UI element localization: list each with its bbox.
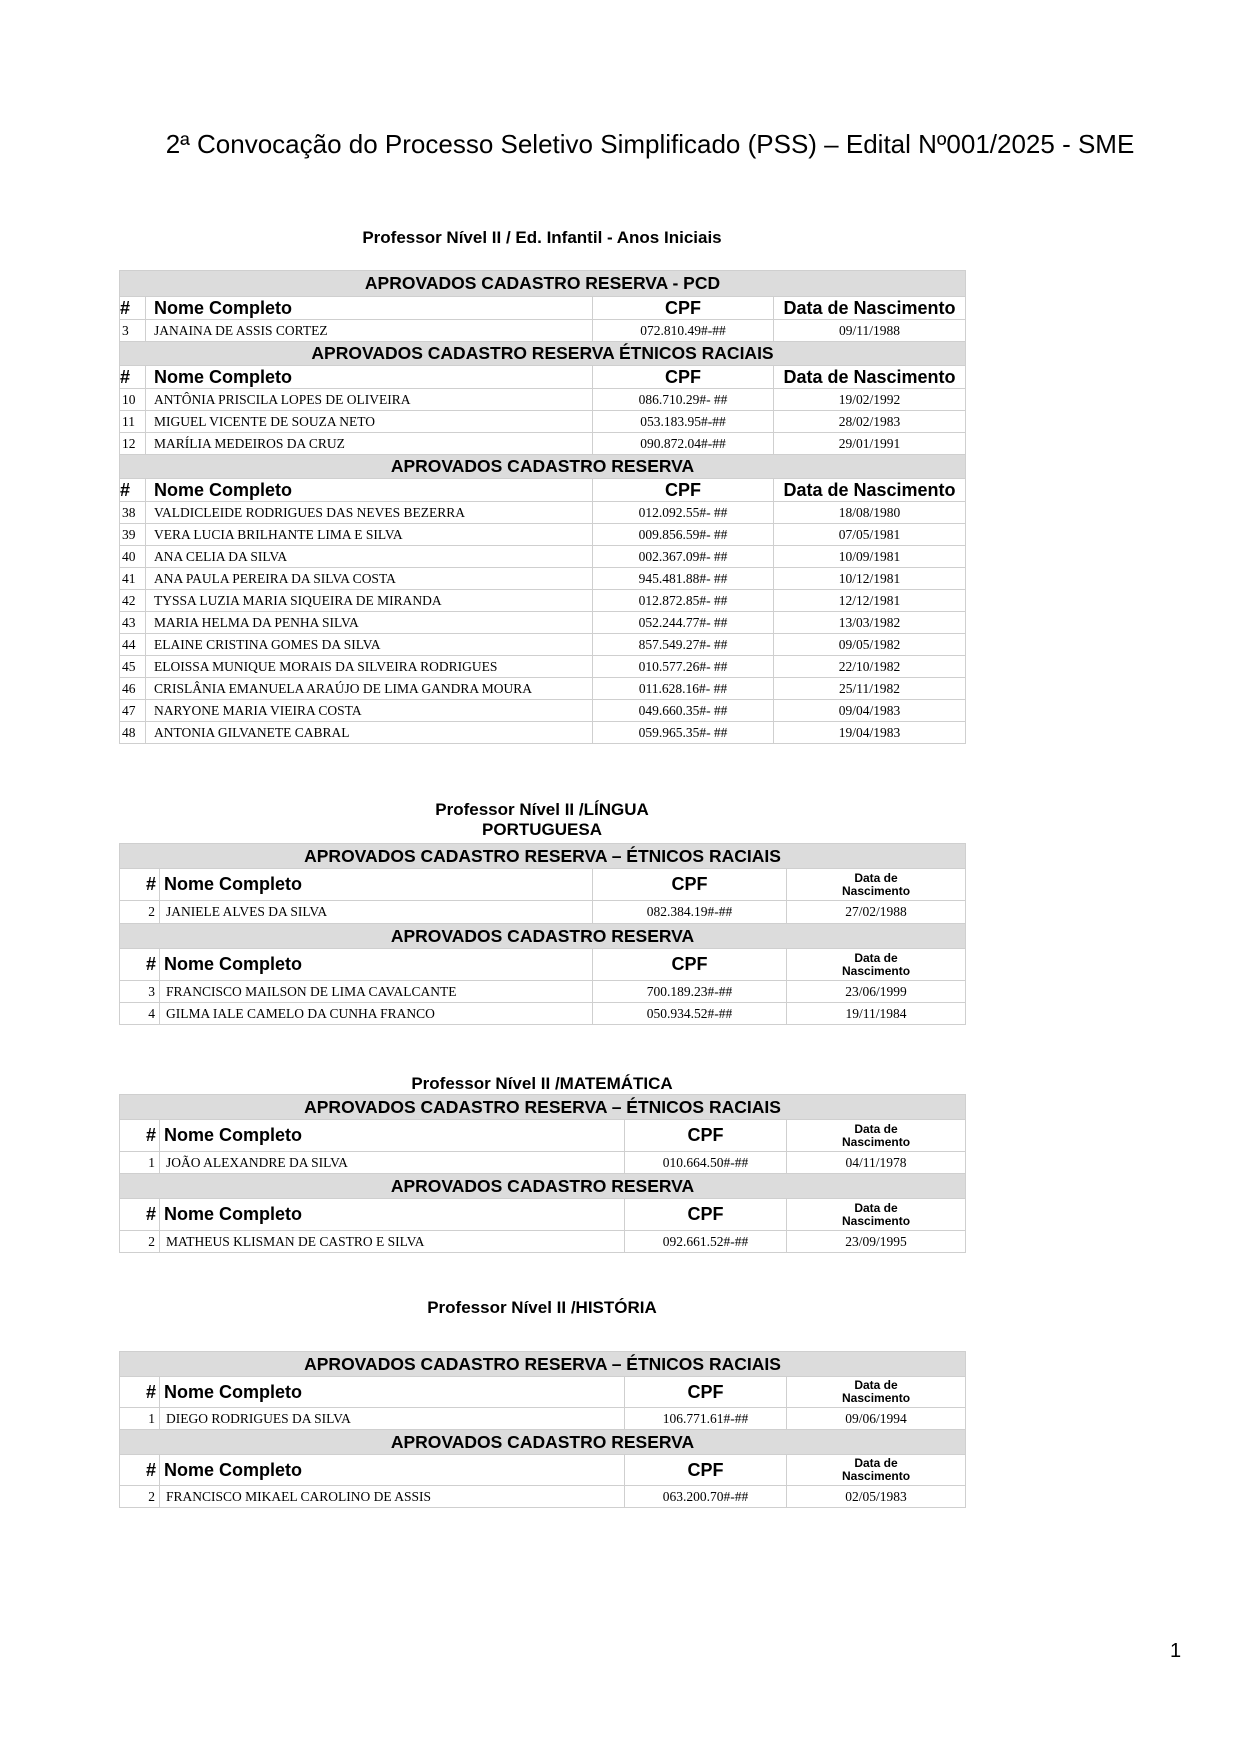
group-title-row bbox=[120, 455, 966, 479]
cell-num: 42 bbox=[120, 590, 146, 612]
cell-cpf: 012.872.85#- ## bbox=[593, 590, 774, 612]
cell-dob: 13/03/1982 bbox=[774, 612, 966, 634]
header-num: # bbox=[120, 1377, 160, 1408]
table-row bbox=[120, 433, 966, 455]
cell-dob: 09/05/1982 bbox=[774, 634, 966, 656]
table-row bbox=[120, 656, 966, 678]
cell-dob: 09/06/1994 bbox=[787, 1408, 966, 1430]
header-dob-line: Data de bbox=[854, 870, 898, 885]
group-title: APROVADOS CADASTRO RESERVA – ÉTNICOS RACIAIS bbox=[120, 844, 966, 869]
table-row bbox=[120, 1003, 966, 1025]
column-header-row bbox=[120, 1377, 966, 1408]
header-num: # bbox=[120, 949, 160, 981]
cell-cpf: 090.872.04#-## bbox=[593, 433, 774, 455]
header-name: Nome Completo bbox=[160, 869, 593, 901]
cell-dob: 09/04/1983 bbox=[774, 700, 966, 722]
cell-num: 1 bbox=[120, 1152, 160, 1174]
cell-name: ANTONIA GILVANETE CABRAL bbox=[146, 722, 593, 744]
cell-num: 10 bbox=[120, 389, 146, 411]
cell-dob: 19/11/1984 bbox=[787, 1003, 966, 1025]
cell-name: MATHEUS KLISMAN DE CASTRO E SILVA bbox=[160, 1231, 625, 1253]
header-cpf: CPF bbox=[625, 1199, 787, 1231]
cell-cpf: 002.367.09#- ## bbox=[593, 546, 774, 568]
table-row bbox=[120, 1486, 966, 1508]
cell-dob: 19/02/1992 bbox=[774, 389, 966, 411]
cell-cpf: 050.934.52#-## bbox=[593, 1003, 787, 1025]
column-header-row bbox=[120, 1455, 966, 1486]
cell-num: 41 bbox=[120, 568, 146, 590]
group-title-row bbox=[120, 342, 966, 366]
table-historia bbox=[119, 1351, 966, 1508]
header-cpf: CPF bbox=[625, 1120, 787, 1152]
cell-num: 12 bbox=[120, 433, 146, 455]
cell-num: 11 bbox=[120, 411, 146, 433]
table-row bbox=[120, 546, 966, 568]
column-header-row bbox=[120, 1199, 966, 1231]
cell-num: 44 bbox=[120, 634, 146, 656]
header-dob-line: Data de bbox=[854, 1456, 898, 1470]
group-title-row bbox=[120, 1095, 966, 1120]
header-name: Nome Completo bbox=[160, 1377, 625, 1408]
table-row bbox=[120, 590, 966, 612]
cell-cpf: 106.771.61#-## bbox=[625, 1408, 787, 1430]
cell-dob: 22/10/1982 bbox=[774, 656, 966, 678]
cell-dob: 18/08/1980 bbox=[774, 502, 966, 524]
header-dob bbox=[787, 949, 966, 981]
column-header-row bbox=[120, 949, 966, 981]
header-dob bbox=[787, 1455, 966, 1486]
cell-cpf: 010.664.50#-## bbox=[625, 1152, 787, 1174]
table-row bbox=[120, 502, 966, 524]
cell-num: 38 bbox=[120, 502, 146, 524]
header-dob: Data de Nascimento bbox=[774, 366, 966, 389]
header-cpf: CPF bbox=[593, 479, 774, 502]
cell-name: JANIELE ALVES DA SILVA bbox=[160, 901, 593, 924]
table-row bbox=[120, 612, 966, 634]
page-number: 1 bbox=[1170, 1640, 1182, 1662]
cell-name: VERA LUCIA BRILHANTE LIMA E SILVA bbox=[146, 524, 593, 546]
cell-name: ELOISSA MUNIQUE MORAIS DA SILVEIRA RODRIGUES bbox=[146, 656, 593, 678]
header-dob-line: Data de bbox=[854, 1121, 898, 1136]
header-dob: Data de Nascimento bbox=[774, 297, 966, 320]
cell-dob: 23/09/1995 bbox=[787, 1231, 966, 1253]
cell-dob: 09/11/1988 bbox=[774, 320, 966, 342]
cell-dob: 04/11/1978 bbox=[787, 1152, 966, 1174]
group-title: APROVADOS CADASTRO RESERVA bbox=[120, 1430, 966, 1455]
header-dob-line: Data de bbox=[854, 950, 898, 965]
cell-cpf: 053.183.95#-## bbox=[593, 411, 774, 433]
cell-name: ANA PAULA PEREIRA DA SILVA COSTA bbox=[146, 568, 593, 590]
header-dob-line: Nascimento bbox=[842, 883, 911, 898]
header-cpf: CPF bbox=[593, 366, 774, 389]
group-title-row bbox=[120, 271, 966, 297]
group-title: APROVADOS CADASTRO RESERVA - PCD bbox=[120, 271, 966, 297]
table-row bbox=[120, 981, 966, 1003]
cell-num: 2 bbox=[120, 1231, 160, 1253]
cell-name: MIGUEL VICENTE DE SOUZA NETO bbox=[146, 411, 593, 433]
header-dob-line: Nascimento bbox=[842, 1213, 911, 1228]
header-num: # bbox=[120, 297, 146, 320]
cell-cpf: 945.481.88#- ## bbox=[593, 568, 774, 590]
cell-name: CRISLÂNIA EMANUELA ARAÚJO DE LIMA GANDRA MOURA bbox=[146, 678, 593, 700]
cell-dob: 28/02/1983 bbox=[774, 411, 966, 433]
group-title-row bbox=[120, 1174, 966, 1199]
cell-name: TYSSA LUZIA MARIA SIQUEIRA DE MIRANDA bbox=[146, 590, 593, 612]
header-cpf: CPF bbox=[625, 1455, 787, 1486]
cell-cpf: 049.660.35#- ## bbox=[593, 700, 774, 722]
header-dob-line: Nascimento bbox=[842, 1391, 911, 1405]
header-dob-line: Nascimento bbox=[842, 1134, 911, 1149]
group-title: APROVADOS CADASTRO RESERVA ÉTNICOS RACIAIS bbox=[120, 342, 966, 366]
cell-name: MARÍLIA MEDEIROS DA CRUZ bbox=[146, 433, 593, 455]
cell-cpf: 059.965.35#- ## bbox=[593, 722, 774, 744]
cell-num: 40 bbox=[120, 546, 146, 568]
table-matematica bbox=[119, 1094, 966, 1253]
header-name: Nome Completo bbox=[146, 297, 593, 320]
header-num: # bbox=[120, 1120, 160, 1152]
cell-cpf: 082.384.19#-## bbox=[593, 901, 787, 924]
cell-name: ELAINE CRISTINA GOMES DA SILVA bbox=[146, 634, 593, 656]
header-dob bbox=[787, 869, 966, 901]
table-row bbox=[120, 634, 966, 656]
cell-name: VALDICLEIDE RODRIGUES DAS NEVES BEZERRA bbox=[146, 502, 593, 524]
cell-name: ANA CELIA DA SILVA bbox=[146, 546, 593, 568]
cell-cpf: 012.092.55#- ## bbox=[593, 502, 774, 524]
cell-num: 48 bbox=[120, 722, 146, 744]
header-name: Nome Completo bbox=[160, 949, 593, 981]
column-header-row bbox=[120, 479, 966, 502]
cell-name: FRANCISCO MAILSON DE LIMA CAVALCANTE bbox=[160, 981, 593, 1003]
cell-cpf: 086.710.29#- ## bbox=[593, 389, 774, 411]
section-heading-lingua-portuguesa bbox=[119, 800, 965, 840]
cell-name: FRANCISCO MIKAEL CAROLINO DE ASSIS bbox=[160, 1486, 625, 1508]
table-row bbox=[120, 389, 966, 411]
header-dob bbox=[787, 1377, 966, 1408]
header-name: Nome Completo bbox=[146, 366, 593, 389]
cell-num: 3 bbox=[120, 320, 146, 342]
column-header-row bbox=[120, 297, 966, 320]
table-row bbox=[120, 524, 966, 546]
header-dob-line: Nascimento bbox=[842, 1469, 911, 1483]
section-heading-ed-infantil: Professor Nível II / Ed. Infantil - Anos Iniciais bbox=[362, 228, 722, 247]
cell-name: GILMA IALE CAMELO DA CUNHA FRANCO bbox=[160, 1003, 593, 1025]
cell-num: 1 bbox=[120, 1408, 160, 1430]
table-lingua-portuguesa bbox=[119, 843, 966, 1025]
table-ed-infantil bbox=[119, 270, 966, 744]
cell-cpf: 072.810.49#-## bbox=[593, 320, 774, 342]
cell-num: 3 bbox=[120, 981, 160, 1003]
table-row bbox=[120, 1152, 966, 1174]
cell-cpf: 009.856.59#- ## bbox=[593, 524, 774, 546]
cell-num: 2 bbox=[120, 1486, 160, 1508]
cell-dob: 19/04/1983 bbox=[774, 722, 966, 744]
cell-dob: 12/12/1981 bbox=[774, 590, 966, 612]
header-dob bbox=[787, 1120, 966, 1152]
cell-num: 39 bbox=[120, 524, 146, 546]
section-heading-historia: Professor Nível II /HISTÓRIA bbox=[427, 1298, 657, 1317]
cell-dob: 27/02/1988 bbox=[787, 901, 966, 924]
table-row bbox=[120, 700, 966, 722]
section-heading-matematica: Professor Nível II /MATEMÁTICA bbox=[411, 1074, 673, 1093]
section-heading-line: PORTUGUESA bbox=[482, 820, 602, 839]
document-title: 2ª Convocação do Processo Seletivo Simplificado (PSS) – Edital Nº001/2025 - SME bbox=[165, 129, 1135, 159]
table-row bbox=[120, 320, 966, 342]
table-row bbox=[120, 1231, 966, 1253]
header-num: # bbox=[120, 1199, 160, 1231]
table-row bbox=[120, 722, 966, 744]
cell-dob: 10/12/1981 bbox=[774, 568, 966, 590]
cell-num: 47 bbox=[120, 700, 146, 722]
cell-cpf: 052.244.77#- ## bbox=[593, 612, 774, 634]
header-cpf: CPF bbox=[625, 1377, 787, 1408]
table-row bbox=[120, 901, 966, 924]
cell-cpf: 092.661.52#-## bbox=[625, 1231, 787, 1253]
column-header-row bbox=[120, 366, 966, 389]
cell-num: 4 bbox=[120, 1003, 160, 1025]
group-title: APROVADOS CADASTRO RESERVA bbox=[120, 1174, 966, 1199]
cell-cpf: 011.628.16#- ## bbox=[593, 678, 774, 700]
header-num: # bbox=[120, 479, 146, 502]
table-row bbox=[120, 1408, 966, 1430]
cell-dob: 02/05/1983 bbox=[787, 1486, 966, 1508]
header-num: # bbox=[120, 1455, 160, 1486]
header-dob-line: Data de bbox=[854, 1200, 898, 1215]
header-dob-line: Nascimento bbox=[842, 963, 911, 978]
group-title: APROVADOS CADASTRO RESERVA – ÉTNICOS RACIAIS bbox=[120, 1095, 966, 1120]
cell-cpf: 063.200.70#-## bbox=[625, 1486, 787, 1508]
header-dob-line: Data de bbox=[854, 1378, 898, 1392]
cell-cpf: 010.577.26#- ## bbox=[593, 656, 774, 678]
cell-name: MARIA HELMA DA PENHA SILVA bbox=[146, 612, 593, 634]
column-header-row bbox=[120, 1120, 966, 1152]
header-dob bbox=[787, 1199, 966, 1231]
group-title-row bbox=[120, 844, 966, 869]
cell-name: ANTÔNIA PRISCILA LOPES DE OLIVEIRA bbox=[146, 389, 593, 411]
header-cpf: CPF bbox=[593, 869, 787, 901]
group-title-row bbox=[120, 924, 966, 949]
header-num: # bbox=[120, 869, 160, 901]
column-header-row bbox=[120, 869, 966, 901]
cell-dob: 07/05/1981 bbox=[774, 524, 966, 546]
cell-dob: 29/01/1991 bbox=[774, 433, 966, 455]
cell-num: 43 bbox=[120, 612, 146, 634]
cell-dob: 10/09/1981 bbox=[774, 546, 966, 568]
group-title: APROVADOS CADASTRO RESERVA – ÉTNICOS RACIAIS bbox=[120, 1352, 966, 1377]
group-title-row bbox=[120, 1430, 966, 1455]
table-row bbox=[120, 411, 966, 433]
cell-name: NARYONE MARIA VIEIRA COSTA bbox=[146, 700, 593, 722]
group-title-row bbox=[120, 1352, 966, 1377]
header-cpf: CPF bbox=[593, 297, 774, 320]
table-row bbox=[120, 568, 966, 590]
cell-num: 2 bbox=[120, 901, 160, 924]
header-name: Nome Completo bbox=[160, 1199, 625, 1231]
header-dob: Data de Nascimento bbox=[774, 479, 966, 502]
cell-cpf: 857.549.27#- ## bbox=[593, 634, 774, 656]
header-name: Nome Completo bbox=[160, 1120, 625, 1152]
group-title: APROVADOS CADASTRO RESERVA bbox=[120, 924, 966, 949]
header-cpf: CPF bbox=[593, 949, 787, 981]
group-title: APROVADOS CADASTRO RESERVA bbox=[120, 455, 966, 479]
header-name: Nome Completo bbox=[146, 479, 593, 502]
section-heading-line: Professor Nível II /LÍNGUA bbox=[435, 800, 649, 819]
cell-num: 46 bbox=[120, 678, 146, 700]
cell-name: DIEGO RODRIGUES DA SILVA bbox=[160, 1408, 625, 1430]
table-row bbox=[120, 678, 966, 700]
cell-num: 45 bbox=[120, 656, 146, 678]
header-name: Nome Completo bbox=[160, 1455, 625, 1486]
cell-dob: 25/11/1982 bbox=[774, 678, 966, 700]
cell-name: JOÃO ALEXANDRE DA SILVA bbox=[160, 1152, 625, 1174]
cell-name: JANAINA DE ASSIS CORTEZ bbox=[146, 320, 593, 342]
cell-dob: 23/06/1999 bbox=[787, 981, 966, 1003]
cell-cpf: 700.189.23#-## bbox=[593, 981, 787, 1003]
header-num: # bbox=[120, 366, 146, 389]
